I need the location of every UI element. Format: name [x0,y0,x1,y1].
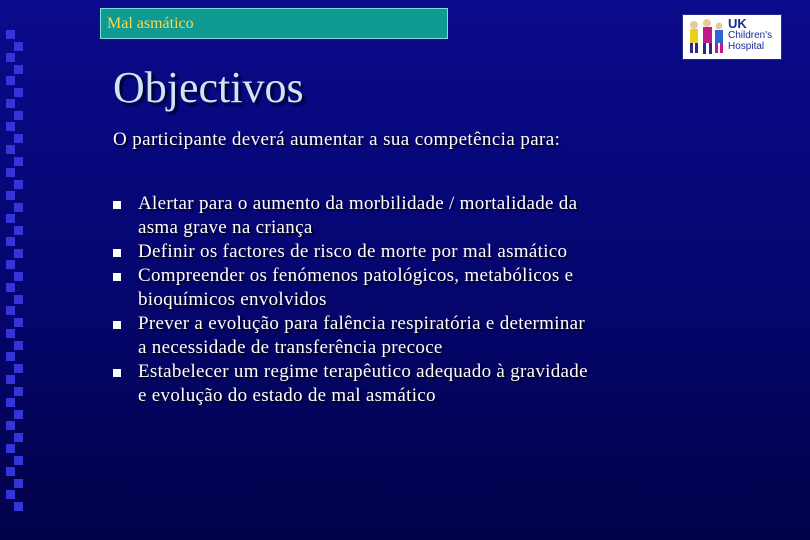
decorative-square [14,203,23,212]
decorative-square [6,260,15,269]
list-item-line: Definir os factores de risco de morte por mal asmático [138,241,568,262]
decorative-square [6,76,15,85]
decorative-square [14,180,23,189]
list-item [113,264,753,312]
hospital-logo [682,14,782,60]
square-bullet-icon [113,273,121,281]
decorative-square [6,122,15,131]
decorative-square [6,490,15,499]
list-item-line: Compreender os fenómenos patológicos, metabólicos e [138,265,574,286]
list-item [113,360,753,408]
decorative-square [6,191,15,200]
decorative-square [14,456,23,465]
decorative-square [6,214,15,223]
children-figures-icon [685,17,727,57]
decorative-square [14,65,23,74]
decorative-square [14,42,23,51]
decorative-square [14,364,23,373]
slide-title: Objectivos [113,63,304,112]
list-item-line: Estabelecer um regime terapêutico adequado à gravidade [138,361,588,382]
decorative-square [14,318,23,327]
decorative-square [14,88,23,97]
decorative-square [14,295,23,304]
decorative-square [6,237,15,246]
decorative-square [6,352,15,361]
list-item [113,312,753,360]
square-bullet-icon [113,249,121,257]
decorative-square [6,421,15,430]
decorative-square [14,111,23,120]
decorative-square [6,444,15,453]
decorative-square [14,341,23,350]
list-item [113,192,753,240]
list-item-line: Prever a evolução para falência respiratória e determinar [138,313,585,334]
decorative-square [6,53,15,62]
list-item-line: e evolução do estado de mal asmático [138,385,436,406]
decorative-square [6,398,15,407]
decorative-square [6,99,15,108]
decorative-square [14,410,23,419]
decorative-square [14,479,23,488]
square-bullet-icon [113,201,121,209]
decorative-square [14,433,23,442]
list-item-line: a necessidade de transferência precoce [138,337,443,358]
decorative-square [14,502,23,511]
square-bullet-icon [113,321,121,329]
logo-text-uk: UK [728,16,747,31]
decorative-square [6,168,15,177]
section-label: Mal asmático [107,15,194,32]
list-item-line: Alertar para o aumento da morbilidade / mortalidade da [138,193,578,214]
decorative-square [6,30,15,39]
decorative-square [14,226,23,235]
decorative-square [6,145,15,154]
decorative-square [6,329,15,338]
decorative-square [14,134,23,143]
square-bullet-icon [113,369,121,377]
decorative-square [6,467,15,476]
decorative-square [6,283,15,292]
slide-intro: O participante deverá aumentar a sua competência para: [113,129,561,150]
decorative-square [14,387,23,396]
section-header-bar [100,8,448,39]
decorative-square-column [3,30,23,530]
objectives-list [113,192,753,408]
list-item [113,240,753,264]
decorative-square [14,249,23,258]
logo-text-hospital: Hospital [728,41,765,52]
decorative-square [6,375,15,384]
list-item-line: bioquímicos envolvidos [138,289,327,310]
list-item-line: asma grave na criança [138,217,313,238]
logo-text-childrens: Children's [728,30,773,41]
decorative-square [6,306,15,315]
decorative-square [14,157,23,166]
decorative-square [14,272,23,281]
